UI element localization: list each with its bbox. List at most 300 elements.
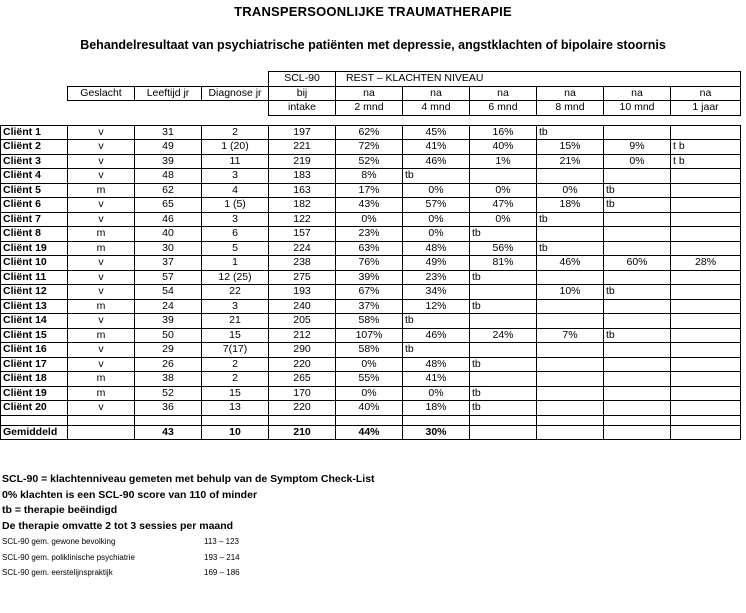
cell-y1 xyxy=(671,183,741,198)
cell-m8: tb xyxy=(537,125,604,140)
cell-intake: 219 xyxy=(269,154,336,169)
table-row xyxy=(1,285,741,300)
cell-age: 29 xyxy=(135,343,202,358)
cell-intake: 221 xyxy=(269,140,336,155)
client-label: Cliënt 19 xyxy=(1,386,68,401)
client-label: Cliënt 1 xyxy=(1,125,68,140)
cell-sex: v xyxy=(68,212,135,227)
cell-m8: 0% xyxy=(537,183,604,198)
reference-label: SCL-90 gem. gewone bevolking xyxy=(2,537,116,546)
cell-m10: 0% xyxy=(604,154,671,169)
cell-y1 xyxy=(671,169,741,184)
cell-m10 xyxy=(604,314,671,329)
cell-age: 31 xyxy=(135,125,202,140)
cell-m6 xyxy=(470,314,537,329)
cell-diag: 13 xyxy=(202,401,269,416)
table-row xyxy=(1,140,741,155)
period-header: 4 mnd xyxy=(403,101,470,116)
table-row xyxy=(1,212,741,227)
cell-y1 xyxy=(671,212,741,227)
client-label: Cliënt 20 xyxy=(1,401,68,416)
spacer-cell xyxy=(135,415,202,425)
cell-sex: v xyxy=(68,343,135,358)
cell-diag: 6 xyxy=(202,227,269,242)
cell-diag: 2 xyxy=(202,372,269,387)
cell-m8 xyxy=(537,343,604,358)
table-row xyxy=(1,125,741,140)
note-scl90: SCL-90 = klachtenniveau gemeten met behulp van de Symptom Check-List xyxy=(2,473,375,485)
client-label: Cliënt 19 xyxy=(1,241,68,256)
cell-m4: 48% xyxy=(403,357,470,372)
cell-intake: 290 xyxy=(269,343,336,358)
cell-intake: 197 xyxy=(269,125,336,140)
cell-m4: 12% xyxy=(403,299,470,314)
average-empty-cell xyxy=(604,425,671,440)
average-empty-cell xyxy=(470,425,537,440)
cell-m6: tb xyxy=(470,270,537,285)
cell-m4: 45% xyxy=(403,125,470,140)
cell-intake: 212 xyxy=(269,328,336,343)
cell-y1 xyxy=(671,227,741,242)
diagnose-header: Diagnose jr xyxy=(202,86,269,101)
cell-m10 xyxy=(604,357,671,372)
cell-intake: 220 xyxy=(269,401,336,416)
cell-m10 xyxy=(604,343,671,358)
client-label: Cliënt 11 xyxy=(1,270,68,285)
cell-m2: 52% xyxy=(336,154,403,169)
cell-m4: tb xyxy=(403,314,470,329)
cell-m10 xyxy=(604,212,671,227)
cell-sex: v xyxy=(68,285,135,300)
cell-age: 26 xyxy=(135,357,202,372)
cell-m8: tb xyxy=(537,241,604,256)
average-intake: 210 xyxy=(269,425,336,440)
table-row xyxy=(1,154,741,169)
cell-m4: 48% xyxy=(403,241,470,256)
client-label: Cliënt 2 xyxy=(1,140,68,155)
table-row xyxy=(1,299,741,314)
cell-m4: 41% xyxy=(403,372,470,387)
cell-m10 xyxy=(604,241,671,256)
cell-m10 xyxy=(604,401,671,416)
cell-intake: 122 xyxy=(269,212,336,227)
reference-line xyxy=(2,550,375,566)
cell-m6: 81% xyxy=(470,256,537,271)
client-label: Cliënt 18 xyxy=(1,372,68,387)
cell-sex: v xyxy=(68,256,135,271)
cell-y1: t b xyxy=(671,140,741,155)
client-label: Cliënt 14 xyxy=(1,314,68,329)
average-diag: 10 xyxy=(202,425,269,440)
cell-m8: 21% xyxy=(537,154,604,169)
cell-m10 xyxy=(604,299,671,314)
cell-m2: 107% xyxy=(336,328,403,343)
table-row xyxy=(1,357,741,372)
page-subtitle: Behandelresultaat van psychiatrische patiënten met depressie, angstklachten of bipolaire stoornis xyxy=(80,38,666,52)
cell-intake: 193 xyxy=(269,285,336,300)
cell-age: 52 xyxy=(135,386,202,401)
cell-age: 38 xyxy=(135,372,202,387)
reference-label: SCL-90 gem. eerstelijnspraktijk xyxy=(2,568,113,577)
cell-age: 57 xyxy=(135,270,202,285)
client-label: Cliënt 13 xyxy=(1,299,68,314)
spacer-cell xyxy=(537,415,604,425)
cell-m8 xyxy=(537,386,604,401)
cell-y1 xyxy=(671,401,741,416)
cell-m2: 0% xyxy=(336,212,403,227)
cell-diag: 11 xyxy=(202,154,269,169)
cell-m4: 18% xyxy=(403,401,470,416)
notes-section xyxy=(2,472,375,581)
spacer-cell xyxy=(1,415,68,425)
cell-m10: tb xyxy=(604,328,671,343)
client-label: Cliënt 7 xyxy=(1,212,68,227)
spacer-cell xyxy=(470,415,537,425)
spacer-cell xyxy=(336,415,403,425)
client-label: Cliënt 4 xyxy=(1,169,68,184)
cell-m4: 49% xyxy=(403,256,470,271)
cell-diag: 7(17) xyxy=(202,343,269,358)
cell-sex: m xyxy=(68,183,135,198)
cell-diag: 4 xyxy=(202,183,269,198)
cell-diag: 3 xyxy=(202,212,269,227)
table-row xyxy=(1,372,741,387)
cell-m2: 58% xyxy=(336,343,403,358)
cell-diag: 1 (20) xyxy=(202,140,269,155)
average-empty-cell xyxy=(68,425,135,440)
cell-age: 39 xyxy=(135,314,202,329)
na-header: na xyxy=(671,86,741,101)
cell-m8 xyxy=(537,169,604,184)
reference-range: 169 – 186 xyxy=(204,568,240,577)
cell-m2: 0% xyxy=(336,386,403,401)
cell-m6: tb xyxy=(470,357,537,372)
cell-m8: tb xyxy=(537,212,604,227)
cell-m10: tb xyxy=(604,198,671,213)
cell-m8 xyxy=(537,299,604,314)
na-header: na xyxy=(537,86,604,101)
cell-m2: 63% xyxy=(336,241,403,256)
cell-diag: 1 (5) xyxy=(202,198,269,213)
cell-m6 xyxy=(470,343,537,358)
cell-m6: tb xyxy=(470,227,537,242)
cell-m10: 60% xyxy=(604,256,671,271)
cell-y1: t b xyxy=(671,154,741,169)
cell-m8: 18% xyxy=(537,198,604,213)
cell-diag: 12 (25) xyxy=(202,270,269,285)
cell-intake: 238 xyxy=(269,256,336,271)
cell-m2: 62% xyxy=(336,125,403,140)
cell-y1 xyxy=(671,241,741,256)
average-age: 43 xyxy=(135,425,202,440)
table-row xyxy=(1,256,741,271)
cell-age: 49 xyxy=(135,140,202,155)
cell-m4: 0% xyxy=(403,183,470,198)
reference-line xyxy=(2,565,375,581)
average-empty-cell xyxy=(671,425,741,440)
cell-y1 xyxy=(671,285,741,300)
cell-m8 xyxy=(537,401,604,416)
average-m2: 44% xyxy=(336,425,403,440)
cell-m6: tb xyxy=(470,386,537,401)
results-table xyxy=(0,71,741,440)
table-row xyxy=(1,227,741,242)
header-row-1 xyxy=(1,72,741,87)
spacer-row xyxy=(1,415,741,425)
rest-header: REST – KLACHTEN NIVEAU xyxy=(336,72,741,87)
cell-m2: 39% xyxy=(336,270,403,285)
client-label: Cliënt 10 xyxy=(1,256,68,271)
spacer-cell xyxy=(604,415,671,425)
reference-label: SCL-90 gem. poliklinische psychiatrie xyxy=(2,552,135,562)
cell-m2: 58% xyxy=(336,314,403,329)
cell-m2: 67% xyxy=(336,285,403,300)
client-label: Cliënt 8 xyxy=(1,227,68,242)
cell-diag: 21 xyxy=(202,314,269,329)
cell-y1 xyxy=(671,314,741,329)
intake-header: intake xyxy=(269,101,336,116)
period-header: 8 mnd xyxy=(537,101,604,116)
cell-m2: 37% xyxy=(336,299,403,314)
reference-range: 193 – 214 xyxy=(204,552,240,562)
cell-m4: 0% xyxy=(403,227,470,242)
cell-diag: 22 xyxy=(202,285,269,300)
spacer-cell xyxy=(671,415,741,425)
cell-intake: 275 xyxy=(269,270,336,285)
cell-m4: tb xyxy=(403,343,470,358)
cell-age: 54 xyxy=(135,285,202,300)
average-empty-cell xyxy=(537,425,604,440)
cell-m8: 10% xyxy=(537,285,604,300)
period-header: 2 mnd xyxy=(336,101,403,116)
cell-diag: 15 xyxy=(202,386,269,401)
cell-age: 62 xyxy=(135,183,202,198)
table-row xyxy=(1,270,741,285)
cell-intake: 170 xyxy=(269,386,336,401)
cell-intake: 220 xyxy=(269,357,336,372)
na-header: na xyxy=(604,86,671,101)
average-m4: 30% xyxy=(403,425,470,440)
cell-sex: v xyxy=(68,401,135,416)
cell-m6 xyxy=(470,169,537,184)
header-row-3 xyxy=(1,101,741,116)
cell-age: 65 xyxy=(135,198,202,213)
cell-diag: 3 xyxy=(202,299,269,314)
cell-diag: 3 xyxy=(202,169,269,184)
average-label: Gemiddeld xyxy=(1,425,68,440)
cell-m4: 23% xyxy=(403,270,470,285)
note-tb: tb = therapie beëindigd xyxy=(2,504,118,516)
table-row xyxy=(1,343,741,358)
table-row xyxy=(1,183,741,198)
spacer-cell xyxy=(68,415,135,425)
na-header: na xyxy=(336,86,403,101)
client-label: Cliënt 16 xyxy=(1,343,68,358)
geslacht-header: Geslacht xyxy=(68,86,135,101)
client-label: Cliënt 12 xyxy=(1,285,68,300)
cell-m6: 24% xyxy=(470,328,537,343)
average-row xyxy=(1,425,741,440)
cell-m10 xyxy=(604,386,671,401)
cell-m2: 23% xyxy=(336,227,403,242)
cell-m8 xyxy=(537,314,604,329)
client-label: Cliënt 3 xyxy=(1,154,68,169)
cell-m10: 9% xyxy=(604,140,671,155)
cell-m2: 76% xyxy=(336,256,403,271)
cell-m6: 40% xyxy=(470,140,537,155)
cell-diag: 2 xyxy=(202,125,269,140)
cell-sex: v xyxy=(68,125,135,140)
client-label: Cliënt 15 xyxy=(1,328,68,343)
table-row xyxy=(1,386,741,401)
spacer-cell xyxy=(403,415,470,425)
cell-age: 46 xyxy=(135,212,202,227)
cell-intake: 224 xyxy=(269,241,336,256)
cell-m8: 46% xyxy=(537,256,604,271)
na-header: na xyxy=(470,86,537,101)
cell-sex: v xyxy=(68,154,135,169)
cell-sex: v xyxy=(68,140,135,155)
cell-sex: m xyxy=(68,241,135,256)
page-title: TRANSPERSOONLIJKE TRAUMATHERAPIE xyxy=(234,4,512,19)
cell-age: 24 xyxy=(135,299,202,314)
cell-m10: tb xyxy=(604,183,671,198)
cell-y1 xyxy=(671,270,741,285)
bij-header: bij xyxy=(269,86,336,101)
cell-m8: 15% xyxy=(537,140,604,155)
leeftijd-header: Leeftijd jr xyxy=(135,86,202,101)
cell-m4: 34% xyxy=(403,285,470,300)
cell-sex: v xyxy=(68,270,135,285)
cell-sex: m xyxy=(68,328,135,343)
spacer-row xyxy=(1,115,741,125)
cell-m2: 72% xyxy=(336,140,403,155)
cell-y1 xyxy=(671,328,741,343)
reference-range: 113 – 123 xyxy=(204,537,239,546)
cell-m2: 40% xyxy=(336,401,403,416)
cell-m6: 0% xyxy=(470,212,537,227)
cell-y1 xyxy=(671,299,741,314)
cell-m10 xyxy=(604,270,671,285)
cell-m8 xyxy=(537,270,604,285)
cell-y1: 28% xyxy=(671,256,741,271)
period-header: 10 mnd xyxy=(604,101,671,116)
cell-m4: 57% xyxy=(403,198,470,213)
table-row xyxy=(1,169,741,184)
cell-age: 40 xyxy=(135,227,202,242)
cell-m6: 1% xyxy=(470,154,537,169)
cell-intake: 265 xyxy=(269,372,336,387)
spacer-cell xyxy=(269,415,336,425)
cell-sex: m xyxy=(68,227,135,242)
cell-m6: 47% xyxy=(470,198,537,213)
cell-age: 50 xyxy=(135,328,202,343)
cell-sex: m xyxy=(68,386,135,401)
cell-m10 xyxy=(604,372,671,387)
table-row xyxy=(1,314,741,329)
cell-m8: 7% xyxy=(537,328,604,343)
scl90-header: SCL-90 xyxy=(269,72,336,87)
cell-y1 xyxy=(671,343,741,358)
cell-m6: 16% xyxy=(470,125,537,140)
client-label: Cliënt 6 xyxy=(1,198,68,213)
cell-diag: 2 xyxy=(202,357,269,372)
table-row xyxy=(1,241,741,256)
cell-y1 xyxy=(671,198,741,213)
cell-sex: v xyxy=(68,357,135,372)
cell-m2: 55% xyxy=(336,372,403,387)
cell-m8 xyxy=(537,227,604,242)
cell-intake: 205 xyxy=(269,314,336,329)
cell-m10 xyxy=(604,125,671,140)
cell-m6 xyxy=(470,372,537,387)
cell-intake: 183 xyxy=(269,169,336,184)
cell-sex: v xyxy=(68,169,135,184)
cell-intake: 157 xyxy=(269,227,336,242)
cell-diag: 1 xyxy=(202,256,269,271)
cell-age: 39 xyxy=(135,154,202,169)
cell-age: 37 xyxy=(135,256,202,271)
cell-diag: 15 xyxy=(202,328,269,343)
cell-m6 xyxy=(470,285,537,300)
cell-m4: 46% xyxy=(403,154,470,169)
cell-diag: 5 xyxy=(202,241,269,256)
client-label: Cliënt 17 xyxy=(1,357,68,372)
cell-y1 xyxy=(671,386,741,401)
cell-m4: 46% xyxy=(403,328,470,343)
cell-sex: m xyxy=(68,372,135,387)
cell-m10 xyxy=(604,169,671,184)
note-sessions: De therapie omvatte 2 tot 3 sessies per maand xyxy=(2,519,234,532)
cell-m4: 0% xyxy=(403,212,470,227)
cell-m4: 41% xyxy=(403,140,470,155)
cell-m10: tb xyxy=(604,285,671,300)
note-zero: 0% klachten is een SCL-90 score van 110 of minder xyxy=(2,488,258,501)
cell-m4: tb xyxy=(403,169,470,184)
cell-m8 xyxy=(537,357,604,372)
table-row xyxy=(1,198,741,213)
cell-age: 48 xyxy=(135,169,202,184)
cell-m8 xyxy=(537,372,604,387)
cell-intake: 240 xyxy=(269,299,336,314)
cell-m2: 17% xyxy=(336,183,403,198)
na-header: na xyxy=(403,86,470,101)
reference-line xyxy=(2,534,375,550)
cell-m6: 0% xyxy=(470,183,537,198)
client-label: Cliënt 5 xyxy=(1,183,68,198)
cell-y1 xyxy=(671,357,741,372)
cell-intake: 163 xyxy=(269,183,336,198)
cell-age: 36 xyxy=(135,401,202,416)
period-header: 1 jaar xyxy=(671,101,741,116)
cell-y1 xyxy=(671,372,741,387)
cell-m6: tb xyxy=(470,299,537,314)
cell-y1 xyxy=(671,125,741,140)
cell-sex: v xyxy=(68,314,135,329)
cell-sex: v xyxy=(68,198,135,213)
header-row-2 xyxy=(1,86,741,101)
period-header: 6 mnd xyxy=(470,101,537,116)
cell-intake: 182 xyxy=(269,198,336,213)
cell-sex: m xyxy=(68,299,135,314)
table-row xyxy=(1,401,741,416)
cell-m6: tb xyxy=(470,401,537,416)
cell-m4: 0% xyxy=(403,386,470,401)
spacer-cell xyxy=(202,415,269,425)
cell-m2: 0% xyxy=(336,357,403,372)
table-row xyxy=(1,328,741,343)
cell-m6: 56% xyxy=(470,241,537,256)
